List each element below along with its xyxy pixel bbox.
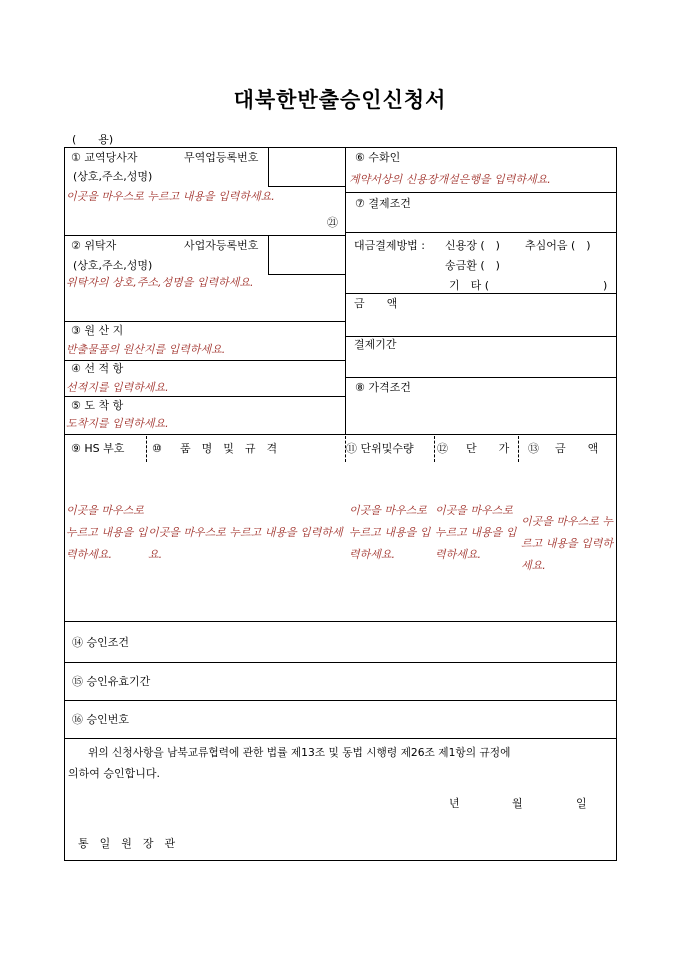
section1-sub: (상호,주소,성명) <box>73 170 153 183</box>
section16-label: ⑯ 승인번호 <box>72 713 130 726</box>
purpose-label: ( 용) <box>72 133 114 146</box>
unit-quantity-header: ⑪ 단위및수량 <box>346 442 414 455</box>
section2-sub: (상호,주소,성명) <box>73 259 153 272</box>
payment-remittance-option[interactable]: 송금환 ( ) <box>445 259 500 272</box>
consignee-input[interactable]: 계약서상의 신용장개설은행을 입력하세요. <box>349 173 551 186</box>
hs-code-header: ⑨ HS 부호 <box>71 442 125 455</box>
section5-label: ⑤ 도 착 항 <box>71 399 124 412</box>
section1-reg-label: 무역업등록번호 <box>184 151 259 164</box>
section3-label: ③ 원 산 지 <box>71 324 124 337</box>
loading-port-input[interactable]: 선적지를 입력하세요. <box>66 381 169 394</box>
section7-label: ⑦ 결제조건 <box>355 197 411 210</box>
section4-label: ④ 선 적 항 <box>71 362 124 375</box>
section2-label: ② 위탁자 <box>71 239 117 252</box>
unit-quantity-input[interactable]: 이곳을 마우스로 누르고 내용을 입력하세요. <box>349 504 431 561</box>
hs-code-input[interactable]: 이곳을 마우스로 누르고 내용을 입력하세요. <box>66 504 148 561</box>
unit-price-number: ⑫ <box>437 442 448 455</box>
date-day-label: 일 <box>576 797 587 810</box>
origin-input[interactable]: 반출물품의 원산지를 입력하세요. <box>66 343 226 356</box>
item-name-header: 품 명 및 규 격 <box>180 442 278 455</box>
approval-statement-line2: 의하여 승인합니다. <box>68 767 161 780</box>
approval-number-input[interactable] <box>170 702 616 737</box>
payment-method-label: 대금결제방법 : <box>354 239 425 252</box>
approval-conditions-input[interactable] <box>170 623 616 661</box>
section1-input[interactable]: 이곳을 마우스로 누르고 내용을 입력하세요. <box>66 190 275 203</box>
trade-reg-number-input[interactable] <box>269 148 345 186</box>
payment-other-close: ) <box>603 279 608 292</box>
payment-period-label: 결제기간 <box>354 338 397 351</box>
date-year-label: 년 <box>449 797 460 810</box>
section2-reg-label: 사업자등록번호 <box>184 239 259 252</box>
payment-other-option[interactable]: 기 타 ( <box>449 279 490 292</box>
section1-label: ① 교역당사자 <box>71 151 138 164</box>
section14-label: ⑭ 승인조건 <box>72 636 130 649</box>
minister-title: 통 일 원 장 관 <box>78 837 176 850</box>
payment-lc-option[interactable]: 신용장 ( ) <box>445 239 500 252</box>
unit-price-input[interactable]: 이곳을 마우스로 누르고 내용을 입력하세요. <box>435 504 517 561</box>
section6-label: ⑥ 수화인 <box>355 151 401 164</box>
date-month-label: 월 <box>512 797 523 810</box>
item-amount-header: 금 액 <box>555 442 599 455</box>
business-reg-number-input[interactable] <box>269 236 345 274</box>
seal-mark: ㉑ <box>327 216 338 229</box>
item-amount-input[interactable]: 이곳을 마우스로 누르고 내용을 입력하세요. <box>521 515 614 572</box>
unit-price-header: 단 가 <box>466 442 510 455</box>
amount-label: 금 액 <box>354 297 398 310</box>
document-title: 대북한반출승인신청서 <box>233 87 447 112</box>
item-amount-number: ⑬ <box>528 442 539 455</box>
approval-statement-line1: 위의 신청사항을 남북교류협력에 관한 법률 제13조 및 동법 시행령 제26조 제1항의 규정에 <box>88 746 511 759</box>
section2-input[interactable]: 위탁자의 상호,주소,성명을 입력하세요. <box>66 276 254 289</box>
section15-label: ⑮ 승인유효기간 <box>72 675 151 688</box>
payment-collection-option[interactable]: 추심어음 ( ) <box>525 239 591 252</box>
section8-label: ⑧ 가격조건 <box>355 381 411 394</box>
item-name-number: ⑩ <box>152 442 162 455</box>
arrival-port-input[interactable]: 도착지를 입력하세요. <box>66 417 169 430</box>
approval-validity-input[interactable] <box>170 664 616 699</box>
item-name-input[interactable]: 이곳을 마우스로 누르고 내용을 입력하세요. <box>148 526 343 561</box>
